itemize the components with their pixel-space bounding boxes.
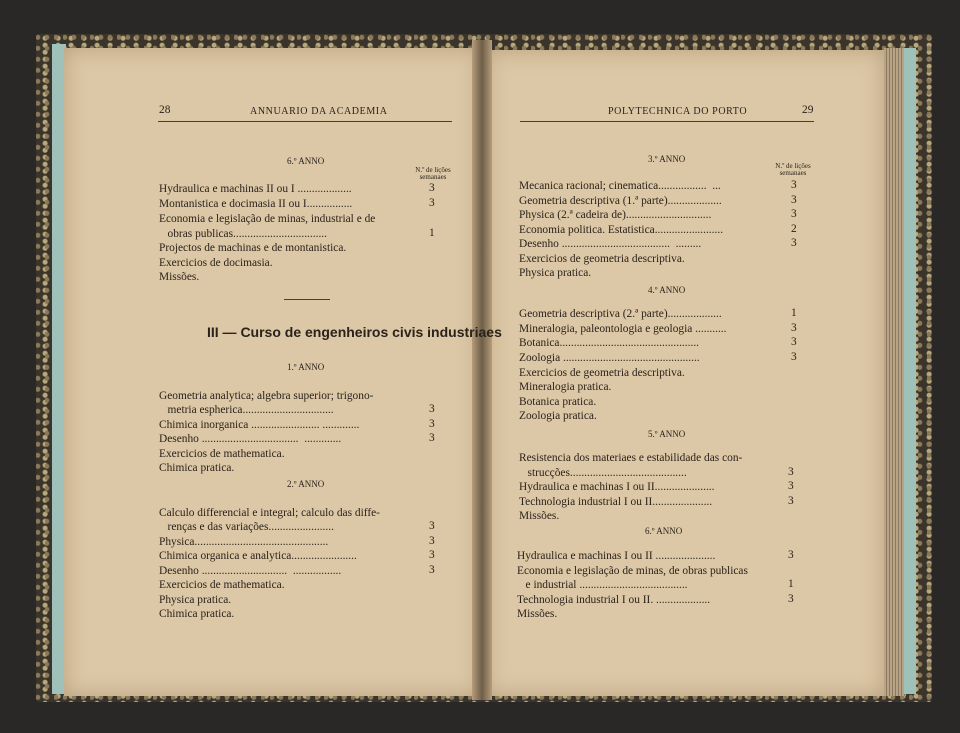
list-item: Mineralogia pratica. (519, 381, 612, 393)
list-item: Chimica organica e analytica....................... (159, 550, 357, 562)
list-item: Exercicios de docimasia. (159, 257, 273, 269)
list-item: Desenho .............................. ................. (159, 565, 342, 577)
left-section-6-heading: 6.º ANNO (287, 156, 325, 166)
list-item: Exercicios de mathematica. (159, 579, 285, 591)
list-item: Technologia industrial I ou II. ................... (517, 594, 711, 606)
lesson-count: 3 (429, 182, 435, 194)
lesson-count: 3 (791, 237, 797, 249)
list-item: obras publicas................................. (159, 228, 327, 240)
course-title: III — Curso de engenheiros civis industriaes (207, 324, 502, 340)
list-item: Exercicios de mathematica. (159, 448, 285, 460)
lesson-count: 3 (788, 495, 794, 507)
list-item: Chimica pratica. (159, 462, 235, 474)
book-gutter (472, 40, 492, 700)
right-page-edge (904, 48, 916, 694)
list-item: strucções......................................... (519, 467, 687, 479)
left-page-number: 28 (159, 104, 171, 116)
right-column-header-1: N.º de lições (775, 162, 811, 170)
list-item: Desenho .................................. ............. (159, 433, 342, 445)
lesson-count: 3 (429, 520, 435, 532)
lesson-count: 3 (788, 466, 794, 478)
lesson-count: 3 (429, 432, 435, 444)
right-header-rule (520, 121, 814, 122)
lesson-count: 1 (429, 227, 435, 239)
list-item: Missões. (519, 510, 560, 522)
list-item: Projectos de machinas e de montanistica. (159, 242, 347, 254)
list-item: Chimica pratica. (159, 608, 235, 620)
lesson-count: 3 (429, 403, 435, 415)
year-4-heading: 4.º ANNO (648, 285, 686, 295)
lesson-count: 3 (788, 549, 794, 561)
list-item: Botanica pratica. (519, 396, 597, 408)
list-item: Exercicios de geometria descriptiva. (519, 253, 685, 265)
list-item: renças e das variações....................... (159, 521, 334, 533)
lesson-count: 3 (791, 179, 797, 191)
lesson-count: 3 (429, 418, 435, 430)
list-item: Chimica inorganica ........................ ............. (159, 419, 360, 431)
lesson-count: 1 (791, 307, 797, 319)
list-item: Physica............................................... (159, 536, 329, 548)
left-header-rule (158, 121, 452, 122)
right-column-header-2: semanaes (779, 169, 807, 177)
lesson-count: 3 (788, 593, 794, 605)
right-page-stack (884, 48, 906, 696)
list-item: Economia e legislação de minas, industrial e de (159, 213, 376, 225)
lesson-count: 3 (791, 322, 797, 334)
list-item: e industrial ...................................... (517, 579, 688, 591)
list-item: Zoologia ................................................ (519, 352, 700, 364)
list-item: Hydraulica e machinas I ou II..................... (519, 481, 715, 493)
right-page-number: 29 (802, 104, 814, 116)
list-item: Physica (2.ª cadeira de).............................. (519, 209, 712, 221)
list-item: Missões. (159, 271, 200, 283)
list-item: Physica pratica. (159, 594, 232, 606)
lesson-count: 3 (791, 336, 797, 348)
list-item: Economia politica. Estatistica........................ (519, 224, 724, 236)
list-item: Resistencia dos materiaes e estabilidade das con- (519, 452, 743, 464)
lesson-count: 3 (429, 549, 435, 561)
lesson-count: 3 (429, 564, 435, 576)
list-item: Economia e legislação de minas, de obras publicas (517, 565, 748, 577)
year-1-heading: 1.º ANNO (287, 362, 325, 372)
list-item: Geometria descriptiva (2.ª parte)................... (519, 308, 722, 320)
lesson-count: 3 (791, 194, 797, 206)
list-item: Geometria descriptiva (1.ª parte)................... (519, 195, 722, 207)
lesson-count: 2 (791, 223, 797, 235)
list-item: Zoologia pratica. (519, 410, 597, 422)
lesson-count: 3 (788, 480, 794, 492)
right-running-head: POLYTECHNICA DO PORTO (608, 106, 748, 117)
section-divider (284, 299, 330, 300)
list-item: metria espherica................................ (159, 404, 334, 416)
list-item: Mecanica racional; cinematica................. ... (519, 180, 721, 192)
left-column-header-1: N.º de lições (415, 166, 451, 174)
list-item: Mineralogia, paleontologia e geologia ........... (519, 323, 727, 335)
list-item: Technologia industrial I ou II..................... (519, 496, 713, 508)
list-item: Physica pratica. (519, 267, 592, 279)
left-column-header-2: semanaes (419, 173, 447, 181)
list-item: Hydraulica e machinas I ou II ..................... (517, 550, 716, 562)
list-item: Hydraulica e machinas II ou I ................... (159, 183, 352, 195)
list-item: Montanistica e docimasia II ou I................ (159, 198, 353, 210)
lesson-count: 1 (788, 578, 794, 590)
year-5-heading: 5.º ANNO (648, 429, 686, 439)
year-3-heading: 3.º ANNO (648, 154, 686, 164)
list-item: Missões. (517, 608, 558, 620)
year-2-heading: 2.º ANNO (287, 479, 325, 489)
list-item: Desenho ...................................... ......... (519, 238, 702, 250)
left-page (64, 48, 480, 696)
lesson-count: 3 (429, 535, 435, 547)
list-item: Calculo differencial e integral; calculo das diffe- (159, 507, 380, 519)
list-item: Botanica................................................. (519, 337, 700, 349)
list-item: Exercicios de geometria descriptiva. (519, 367, 685, 379)
year-6-heading: 6.º ANNO (645, 526, 683, 536)
lesson-count: 3 (791, 351, 797, 363)
lesson-count: 3 (429, 197, 435, 209)
lesson-count: 3 (791, 208, 797, 220)
list-item: Geometria analytica; algebra superior; trigono- (159, 390, 374, 402)
left-running-head: ANNUARIO DA ACADEMIA (250, 106, 388, 117)
